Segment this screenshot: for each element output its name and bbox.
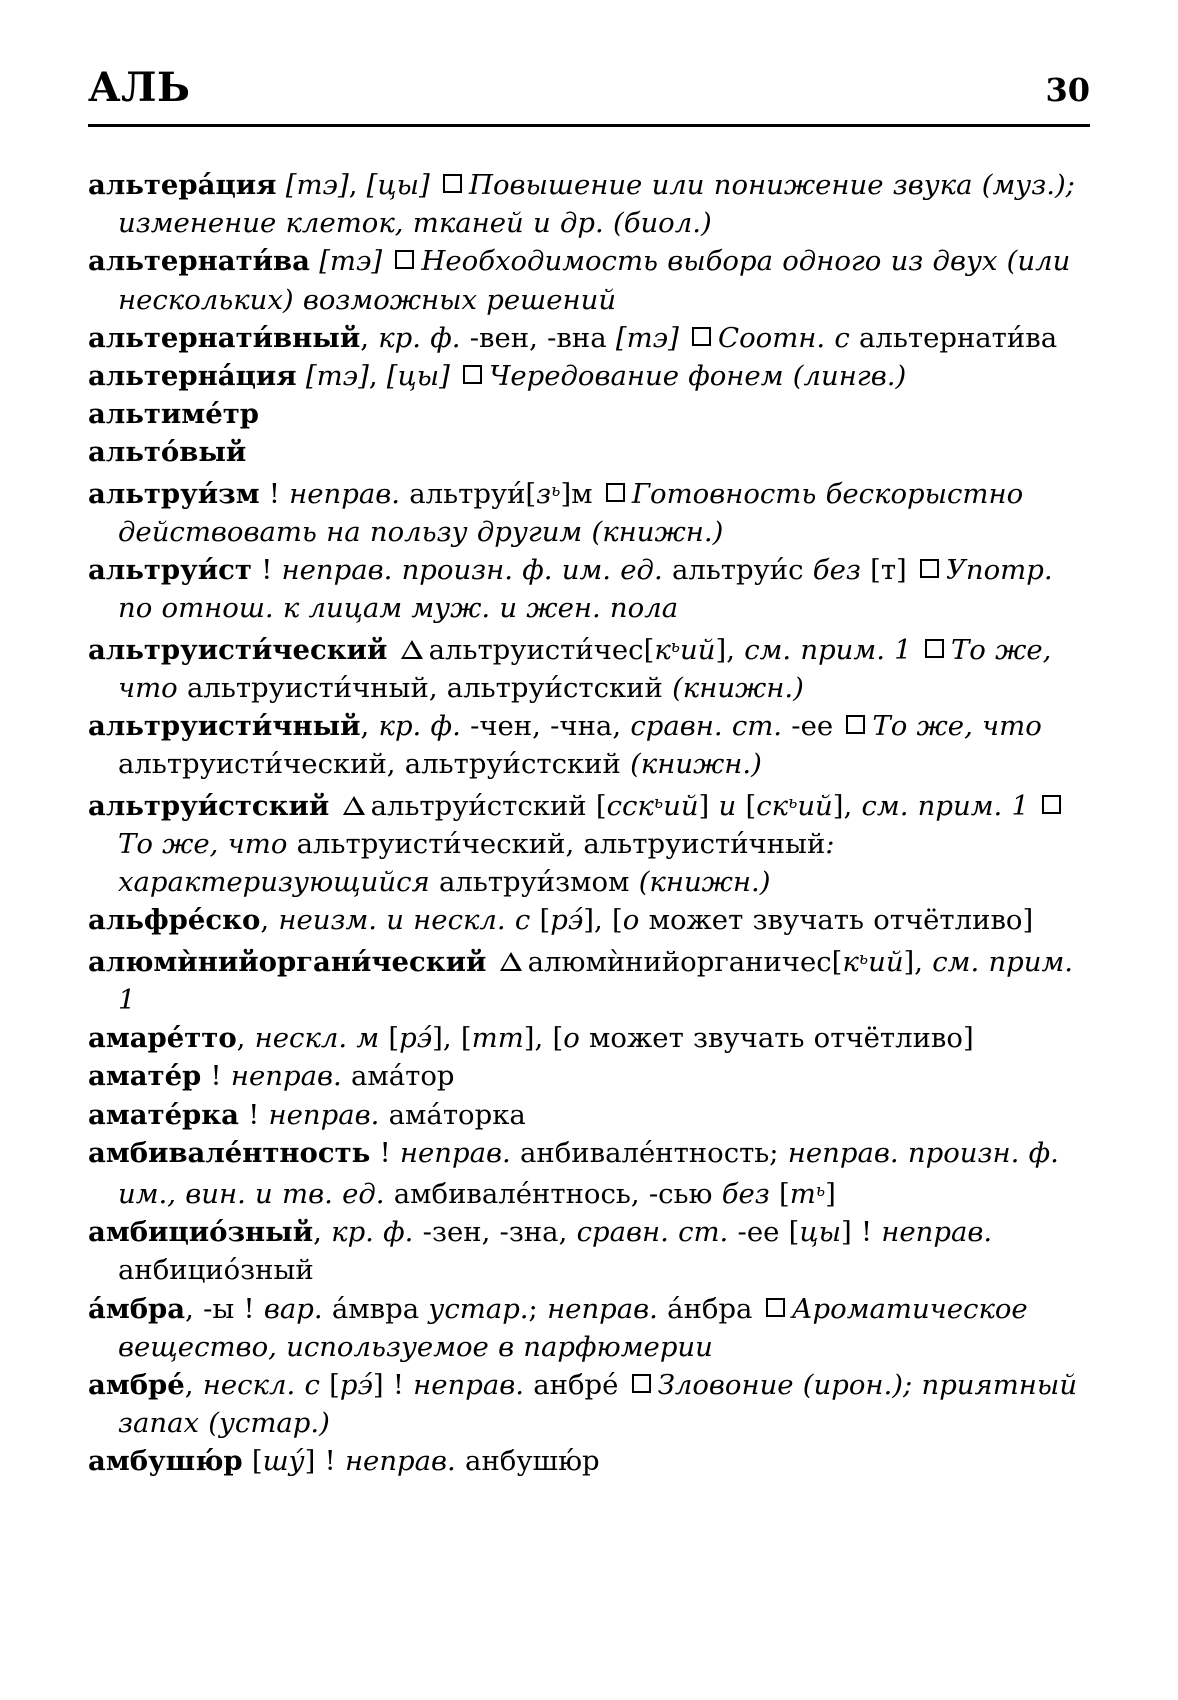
definition: Чередование фонем (лингв.) xyxy=(489,360,907,393)
dictionary-entry xyxy=(88,433,1096,471)
definition-marker-icon xyxy=(846,715,865,734)
usage-label: неправ. произн. ф. им., вин. и тв. ед. xyxy=(118,1136,1059,1211)
definition: То же, что альтруисти́чный, альтруи́стский (книжн.) xyxy=(118,633,1052,704)
dictionary-entry xyxy=(88,1442,1096,1480)
warning-marker-icon: ! xyxy=(268,477,280,510)
variant-form: анбицио́зный xyxy=(118,1254,314,1287)
dictionary-entry: а́мбра, -ы ! вар. а́мвра устар.; неправ. а́нбра Ароматическое вещество, используемое в парфюмерии xyxy=(88,1292,1028,1363)
warning-marker-icon: ! xyxy=(248,1098,260,1131)
usage-label: неправ. xyxy=(230,1060,342,1093)
usage-label: вар. xyxy=(263,1292,323,1325)
pronunciation-note: [цы] xyxy=(366,169,430,201)
pronunciation-note: $[ск^ьий]$ xyxy=(745,789,844,822)
inflection: -ее xyxy=(737,1216,780,1249)
definition-marker-icon xyxy=(920,559,939,578)
warning-marker-icon: ! xyxy=(210,1060,222,1093)
cross-reference: см. прим. 1 xyxy=(861,789,1029,822)
conjunction: и xyxy=(718,789,737,822)
headword: амбицио́зный xyxy=(88,1216,314,1249)
headword: амбушю́р xyxy=(88,1445,243,1478)
definition: Повышение или понижение звука (муз.); изменение клеток, тканей и др. (биол.) xyxy=(118,169,1075,240)
definition: Готовность бескорыстно действовать на пользу другим (книжн.) xyxy=(118,477,1024,548)
variant-form: ама́торка xyxy=(388,1098,526,1131)
dictionary-entry xyxy=(88,395,1096,433)
headword: а́мбра xyxy=(88,1292,186,1325)
usage-label: неправ. произн. ф. им. ед. xyxy=(281,554,663,587)
pronunciation-note: [рэ́] xyxy=(329,1369,384,1402)
dictionary-entry: алюмѝнийоргани́ческий $алюмѝнийорганичес[к^ьий]$, см. прим. 1 xyxy=(88,945,1074,1016)
pronunciation-note: [о может звучать отчётливо] xyxy=(552,1022,974,1055)
dictionary-entry xyxy=(88,472,1096,552)
definition: Употр. по отнош. к лицам муж. и жен. пола xyxy=(118,554,1053,625)
definition: То же, что альтруисти́ческий, альтруи́стский (книжн.) xyxy=(118,710,1042,781)
headword: альтруисти́ческий xyxy=(88,633,388,666)
definition: Соотн. с альтернати́ва xyxy=(718,321,1058,354)
running-head-word: АЛЬ xyxy=(88,64,191,111)
headword: альтруи́зм xyxy=(88,477,260,510)
definition: Необходимость выбора одного из двух (или нескольких) возможных решений xyxy=(118,245,1071,316)
entry-list xyxy=(88,166,1096,1481)
headword: амате́р xyxy=(88,1060,202,1093)
warning-marker-icon: ! xyxy=(860,1216,873,1249)
warning-marker-icon: ! xyxy=(324,1445,336,1478)
grammar-label: кр. ф. xyxy=(378,710,461,743)
variant-form: а́мвра xyxy=(331,1292,420,1325)
headword: альтруи́ст xyxy=(88,554,252,587)
dictionary-entry: альтернати́вный, кр. ф. -вен, -вна [тэ] Соотн. с альтернати́ва xyxy=(88,321,1058,354)
headword: альтруи́стский xyxy=(88,789,330,822)
grammar-label: нескл. м xyxy=(254,1022,380,1055)
headword: альтера́ция xyxy=(88,169,277,201)
usage-label: неправ. xyxy=(268,1098,380,1131)
running-head xyxy=(88,64,1090,130)
variant-form: анбушю́р xyxy=(465,1445,600,1478)
variant-form: $альтруи́[з^ь]м$ xyxy=(409,477,593,510)
pronunciation-note: [тэ] xyxy=(319,245,383,278)
variant-form: амбивале́нтнось, -сью xyxy=(393,1178,713,1211)
pronunciation-note: [шу́] xyxy=(251,1445,316,1478)
dictionary-entry xyxy=(88,551,1096,627)
definition: Ароматическое вещество, используемое в парфюмерии xyxy=(118,1292,1028,1363)
page-number: 30 xyxy=(1045,71,1090,109)
definition: То же, что альтруисти́ческий, альтруисти́чный: характеризующийся альтруи́змом (книжн.) xyxy=(118,827,835,899)
inflection: -ее xyxy=(791,710,834,743)
definition-marker-icon xyxy=(395,250,414,269)
warning-marker-icon: ! xyxy=(243,1292,255,1325)
headword: альфре́ско xyxy=(88,904,261,937)
headword: алюмѝнийоргани́ческий xyxy=(88,945,487,978)
variant-form: $алюмѝнийорганичес[к^ьий]$ xyxy=(527,945,915,978)
variant-form: а́нбра xyxy=(667,1292,753,1325)
pronunciation-note: [цы] xyxy=(788,1216,852,1249)
dictionary-entry: альфре́ско, неизм. и нескл. с [рэ́], [о может звучать отчётливо] xyxy=(88,904,1034,937)
dictionary-entry: амаре́тто, нескл. м [рэ́], [тт], [о может звучать отчётливо] xyxy=(88,1022,974,1055)
headword: амате́рка xyxy=(88,1098,239,1131)
variant-form: $альтруисти́чес[к^ьий]$ xyxy=(428,633,727,666)
usage-label: без xyxy=(812,554,861,587)
usage-label: неправ. xyxy=(399,1136,511,1169)
warning-marker-icon: ! xyxy=(392,1369,404,1402)
definition-marker-icon xyxy=(692,327,711,346)
pronunciation-note: $[т^ь]$ xyxy=(779,1178,836,1211)
headword: альтруисти́чный xyxy=(88,710,361,743)
dictionary-entry: амбицио́зный, кр. ф. -зен, -зна, сравн. ст. -ее [цы] ! неправ. анбицио́зный xyxy=(88,1216,993,1287)
usage-label: неправ. xyxy=(547,1292,658,1325)
pronunciation-note: [рэ́] xyxy=(539,904,595,937)
pronunciation-note: [т] xyxy=(870,554,907,587)
headword: альто́вый xyxy=(88,436,247,469)
pronunciation-note: [о может звучать отчётливо] xyxy=(612,904,1034,937)
headword: альтиме́тр xyxy=(88,398,259,431)
warning-marker-icon: ! xyxy=(261,554,273,587)
variant-form: анбивале́нтность xyxy=(520,1136,770,1169)
dictionary-entry xyxy=(88,242,1096,318)
grammar-label: нескл. с xyxy=(202,1369,320,1402)
dictionary-entry: альтерна́ция [тэ], [цы] Чередование фонем (лингв.) xyxy=(88,360,907,393)
pronunciation-note: [сск$^ь$ий] xyxy=(595,789,710,822)
pronunciation-note: [тэ] xyxy=(285,169,349,201)
dictionary-entry: альтруи́стский альтруи́стский [сск$^ь$ий] и $[ск^ьий]$, см. прим. 1 То же, что альтруисти́ческий, альтруисти́чный: характеризующийся альтруи́змом (книжн.) xyxy=(88,784,1096,902)
variant-form: ама́тор xyxy=(350,1060,455,1093)
pronunciation-marker-icon xyxy=(500,952,522,971)
dictionary-entry: альтера́ция [тэ], [цы] Повышение или понижение звука (муз.); изменение клеток, тканей и др. (биол.) xyxy=(88,169,1075,240)
inflection: -зен, -зна xyxy=(422,1216,559,1249)
usage-label: неправ. xyxy=(289,477,401,510)
dictionary-entry: альтруисти́чный, кр. ф. -чен, -чна, сравн. ст. -ее То же, что альтруисти́ческий, альтруи́стский (книжн.) xyxy=(88,710,1042,781)
definition-marker-icon xyxy=(606,483,625,502)
variant-form: альтруи́с xyxy=(671,554,804,587)
usage-label: неправ. xyxy=(413,1369,525,1402)
pronunciation-note: [рэ́] xyxy=(388,1022,443,1055)
grammar-label: кр. ф. xyxy=(378,321,461,354)
usage-label: устар. xyxy=(428,1292,529,1325)
inflection: -чен, -чна xyxy=(470,710,613,743)
pronunciation-note: [цы] xyxy=(386,360,450,393)
pronunciation-note: [тэ] xyxy=(305,360,369,393)
definition-marker-icon xyxy=(766,1298,785,1317)
headword: амбре́ xyxy=(88,1369,185,1402)
cross-reference: см. прим. 1 xyxy=(118,945,1074,1016)
dictionary-entry: альтруисти́ческий $альтруисти́чес[к^ьий]$, см. прим. 1 То же, что альтруисти́чный, альтруи́стский (книжн.) xyxy=(88,633,1052,704)
grammar-label: сравн. ст. xyxy=(630,710,783,743)
definition-marker-icon xyxy=(1042,795,1061,814)
headword: амбивале́нтность xyxy=(88,1136,371,1169)
grammar-label: неизм. и нескл. с xyxy=(278,904,531,937)
definition: Зловоние (ирон.); приятный запах (устар.) xyxy=(118,1369,1078,1440)
headword: альтерна́ция xyxy=(88,360,297,393)
headword: альтернати́ва xyxy=(88,245,310,278)
dictionary-entry xyxy=(88,1096,1096,1134)
headword: альтернати́вный xyxy=(88,321,361,354)
cross-reference: см. прим. 1 xyxy=(744,633,912,666)
warning-marker-icon: ! xyxy=(379,1136,391,1169)
dictionary-entry: амбре́, нескл. с [рэ́] ! неправ. анбре́ Зловоние (ирон.); приятный запах (устар.) xyxy=(88,1369,1078,1440)
usage-label: без xyxy=(721,1178,770,1211)
grammar-label: кр. ф. xyxy=(331,1216,414,1249)
pronunciation-marker-icon xyxy=(343,796,365,815)
dictionary-entry xyxy=(88,1057,1096,1095)
definition-marker-icon xyxy=(443,174,462,193)
variant-form: анбре́ xyxy=(533,1369,619,1402)
definition-marker-icon xyxy=(925,639,944,658)
inflection: -вен, -вна xyxy=(469,321,607,354)
grammar-label: сравн. ст. xyxy=(576,1216,729,1249)
definition-marker-icon xyxy=(632,1374,651,1393)
headword: амаре́тто xyxy=(88,1022,237,1055)
usage-label: неправ. xyxy=(881,1216,993,1249)
inflection: -ы xyxy=(203,1292,235,1325)
header-rule xyxy=(88,124,1090,127)
pronunciation-note: [тт] xyxy=(460,1022,535,1055)
pronunciation-note: [тэ] xyxy=(615,321,679,354)
variant-form: альтруи́стский xyxy=(370,789,587,822)
usage-label: неправ. xyxy=(344,1445,456,1478)
definition-marker-icon xyxy=(463,365,482,384)
pronunciation-marker-icon xyxy=(401,640,423,659)
dictionary-entry: амбивале́нтность ! неправ. анбивале́нтность; неправ. произн. ф. им., вин. и тв. ед. амбивале́нтнось, -сью без $[т^ь]$ xyxy=(88,1136,1059,1211)
